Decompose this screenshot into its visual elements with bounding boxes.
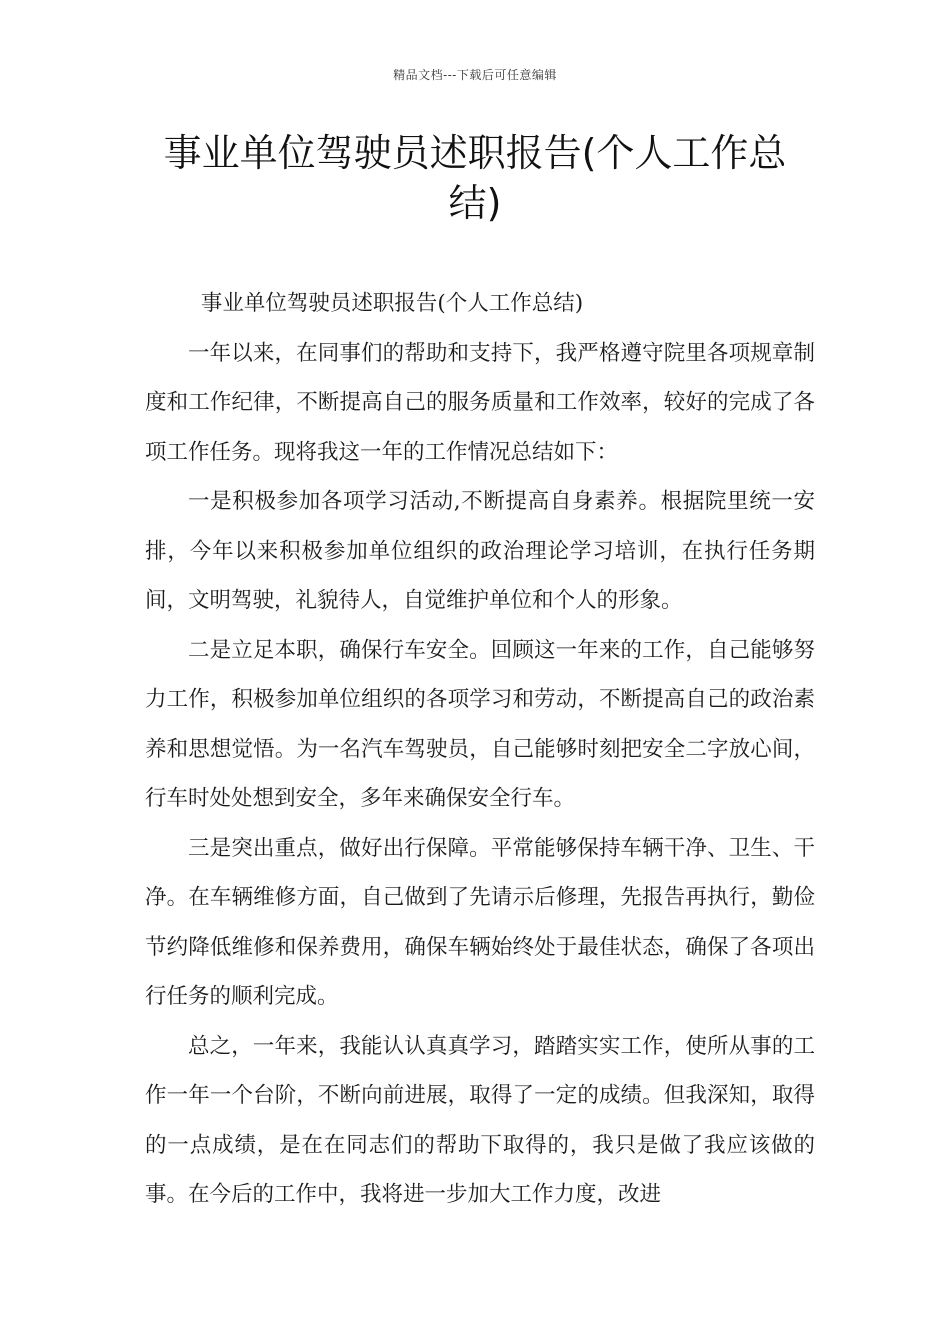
paragraph-summary: 总之，一年来，我能认认真真学习，踏踏实实工作，使所从事的工作一年一个台阶，不断向前进展，取得了一定的成绩。但我深知，取得的一点成绩，是在在同志们的帮助下取得的，我只是做了我应该做的事。在今后的工作中，我将进一步加大工作力度，改进 [145, 1033, 815, 1207]
paragraph-point-three: 三是突出重点，做好出行保障。平常能够保持车辆干净、卫生、干净。在车辆维修方面，自己做到了先请示后修理，先报告再执行，勤俭节约降低维修和保养费用，确保车辆始终处于最佳状态，确保了各项出行任务的顺利完成。 [145, 835, 815, 1009]
paragraph-point-one: 一是积极参加各项学习活动,不断提高自身素养。根据院里统一安排，今年以来积极参加单位组织的政治理论学习培训，在执行任务期间，文明驾驶，礼貌待人，自觉维护单位和个人的形象。 [145, 489, 815, 613]
document-title: 事业单位驾驶员述职报告(个人工作总结) [163, 131, 787, 225]
paragraph-intro: 一年以来，在同事们的帮助和支持下，我严格遵守院里各项规章制度和工作纪律，不断提高自己的服务质量和工作效率，较好的完成了各项工作任务。现将我这一年的工作情况总结如下： [145, 340, 815, 465]
document-body [145, 279, 815, 1220]
paragraph-point-two: 二是立足本职，确保行车安全。回顾这一年来的工作，自己能够努力工作，积极参加单位组织的各项学习和劳动，不断提高自己的政治素养和思想觉悟。为一名汽车驾驶员，自己能够时刻把安全二字放心间，行车时处处想到安全，多年来确保安全行车。 [145, 637, 815, 811]
header-note: 精品文档---下载后可任意编辑 [393, 68, 557, 82]
body-subtitle: 事业单位驾驶员述职报告(个人工作总结) [200, 291, 584, 316]
